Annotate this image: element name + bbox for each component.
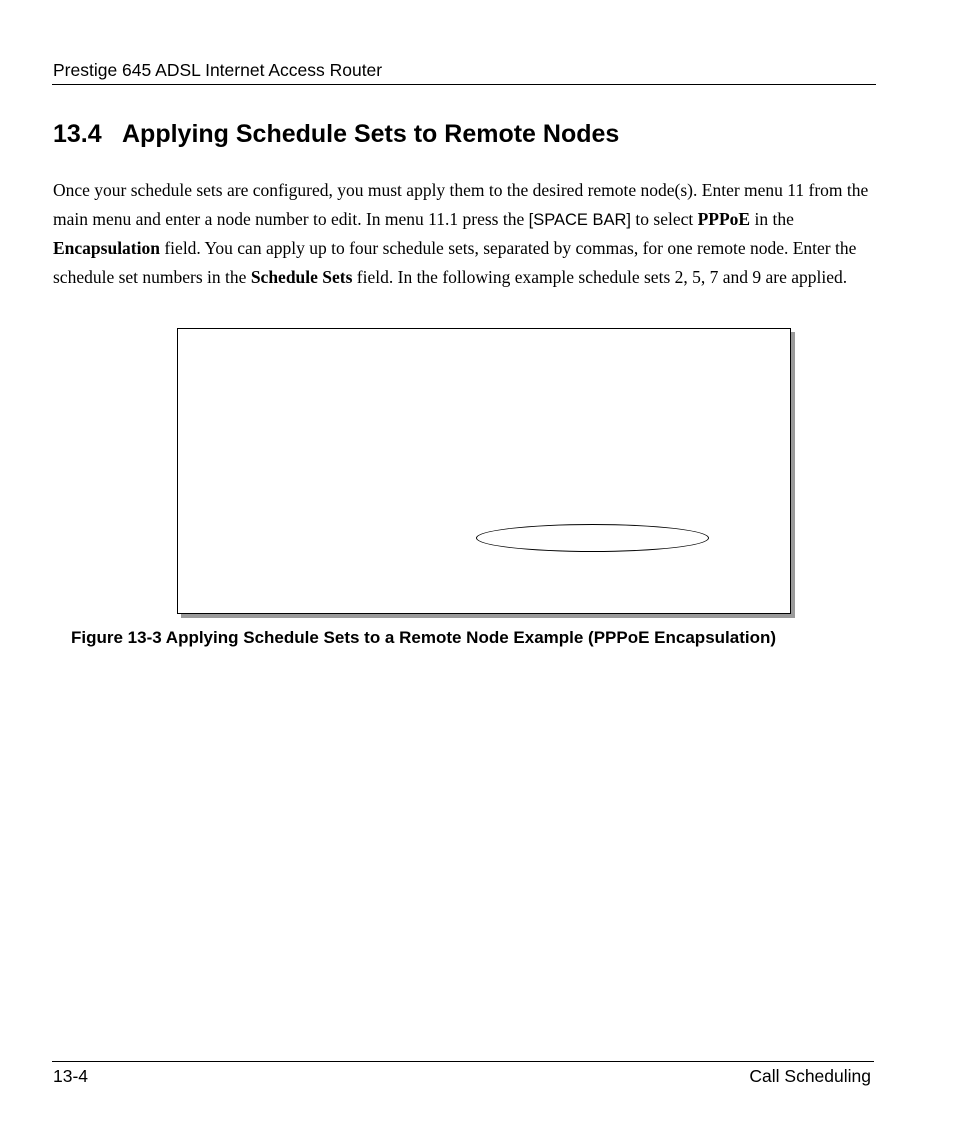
figure-screen-box bbox=[177, 328, 791, 614]
section-title: Applying Schedule Sets to Remote Nodes bbox=[122, 120, 620, 148]
running-header: Prestige 645 ADSL Internet Access Router bbox=[53, 60, 383, 80]
section-heading bbox=[53, 120, 619, 149]
body-text-2: to select bbox=[631, 208, 698, 229]
page-number: 13-4 bbox=[53, 1066, 89, 1086]
figure-caption: Figure 13-3 Applying Schedule Sets to a Remote Node Example (PPPoE Encapsulation) bbox=[71, 628, 777, 647]
header-divider bbox=[52, 84, 876, 85]
encapsulation-term: Encapsulation bbox=[53, 238, 160, 259]
section-number: 13.4 bbox=[53, 120, 102, 148]
body-paragraph bbox=[53, 176, 883, 292]
schedule-sets-term: Schedule Sets bbox=[250, 267, 353, 288]
chapter-name: Call Scheduling bbox=[749, 1066, 871, 1086]
body-text-3: in the bbox=[750, 208, 794, 229]
body-text-4: field. You can apply up to four schedule sets, separated by commas, for one remote node. Enter the schedule set numbers in the bbox=[53, 238, 857, 288]
body-text-5: field. In the following example schedule sets 2, 5, 7 and 9 are applied. bbox=[352, 267, 848, 288]
space-bar-key: [SPACE BAR] bbox=[528, 210, 632, 229]
highlight-oval bbox=[476, 524, 709, 552]
pppoe-term: PPPoE bbox=[697, 208, 751, 229]
body-text-1: Once your schedule sets are configured, you must apply them to the desired remote node(s). Enter menu 11 from the main menu and enter a node number to edit. In menu 11.1 press the bbox=[53, 180, 869, 229]
footer-divider bbox=[52, 1061, 874, 1062]
